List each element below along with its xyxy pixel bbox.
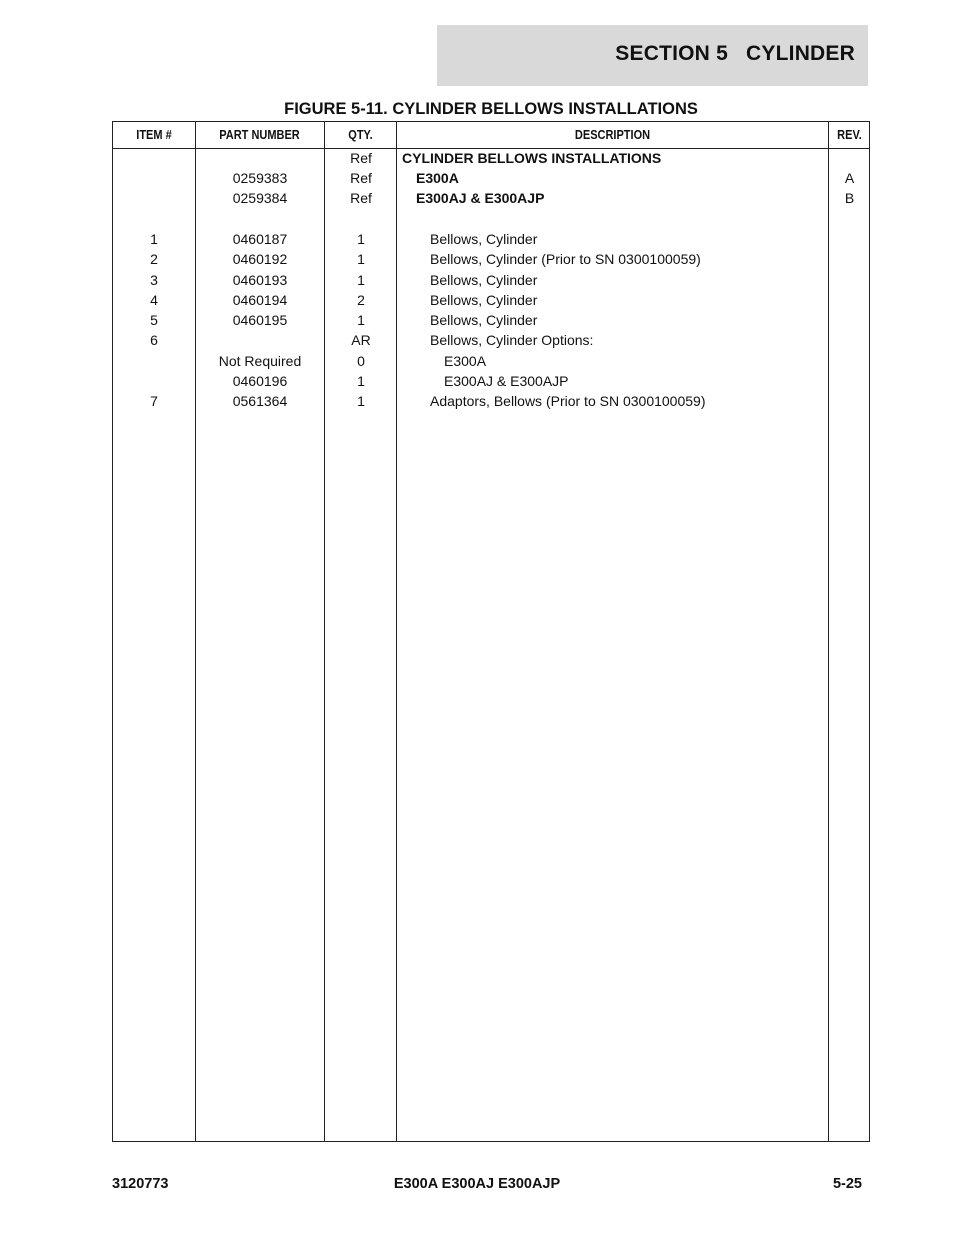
- table-row: [113, 249, 869, 269]
- item-number-cell: 2: [150, 251, 158, 267]
- part-number-cell: 0259384: [232, 190, 288, 206]
- revision-cell: B: [844, 190, 855, 206]
- description-cell: E300A: [416, 170, 459, 186]
- item-number-cell: 3: [150, 272, 158, 288]
- item-number-cell: 7: [150, 393, 158, 409]
- part-number-cell: 0460195: [232, 312, 288, 328]
- section-banner: [437, 25, 868, 86]
- quantity-cell: Ref: [350, 150, 372, 166]
- quantity-cell: Ref: [350, 190, 372, 206]
- part-number-cell: 0460192: [232, 251, 288, 267]
- item-number-cell: 6: [150, 332, 158, 348]
- table-row: [113, 270, 869, 290]
- quantity-cell: 0: [357, 353, 365, 369]
- column-header-qty: QTY.: [348, 128, 373, 142]
- item-number-cell: 4: [150, 292, 158, 308]
- footer-doc-number: 3120773: [112, 1176, 169, 1192]
- figure-title: FIGURE 5-11. CYLINDER BELLOWS INSTALLATIONS: [284, 100, 698, 118]
- quantity-cell: 1: [357, 251, 365, 267]
- column-header-item: ITEM #: [136, 128, 172, 142]
- table-row: [113, 330, 869, 350]
- part-number-cell: 0460187: [232, 231, 288, 247]
- item-number-cell: 5: [150, 312, 158, 328]
- description-cell: E300AJ & E300AJP: [444, 373, 569, 389]
- part-number-cell: 0460196: [232, 373, 288, 389]
- footer-models: E300A E300AJ E300AJP: [393, 1176, 561, 1192]
- quantity-cell: AR: [351, 332, 371, 348]
- part-number-cell: 0460194: [232, 292, 288, 308]
- table-row: [113, 290, 869, 310]
- column-header-description: DESCRIPTION: [574, 128, 651, 142]
- description-cell: CYLINDER BELLOWS INSTALLATIONS: [402, 150, 662, 166]
- description-cell: E300A: [444, 353, 487, 369]
- table-row: [113, 371, 869, 391]
- quantity-cell: 2: [357, 292, 365, 308]
- quantity-cell: Ref: [350, 170, 372, 186]
- quantity-cell: 1: [357, 393, 365, 409]
- description-cell: Bellows, Cylinder Options:: [430, 332, 594, 348]
- table-row: [113, 391, 869, 411]
- description-cell: Bellows, Cylinder: [430, 312, 538, 328]
- quantity-cell: 1: [357, 312, 365, 328]
- part-number-cell: 0259383: [232, 170, 288, 186]
- table-row: [113, 188, 869, 208]
- part-number-cell: 0460193: [232, 272, 288, 288]
- description-cell: Adaptors, Bellows (Prior to SN 0300100059): [430, 393, 706, 409]
- part-number-cell: Not Required: [218, 353, 302, 369]
- part-number-cell: 0561364: [232, 393, 288, 409]
- description-cell: Bellows, Cylinder: [430, 231, 538, 247]
- table-row: [113, 351, 869, 371]
- section-title: SECTION 5 CYLINDER: [615, 42, 855, 65]
- quantity-cell: 1: [357, 373, 365, 389]
- parts-table: [112, 121, 870, 1142]
- table-row: [113, 310, 869, 330]
- table-row: [113, 229, 869, 249]
- column-header-part-number: PART NUMBER: [219, 128, 300, 142]
- description-cell: Bellows, Cylinder (Prior to SN 0300100059): [430, 251, 701, 267]
- revision-cell: A: [844, 170, 855, 186]
- description-cell: E300AJ & E300AJP: [416, 190, 545, 206]
- item-number-cell: 1: [150, 231, 158, 247]
- description-cell: Bellows, Cylinder: [430, 292, 538, 308]
- footer-page-number: 5-25: [832, 1176, 862, 1192]
- table-row: [113, 168, 869, 188]
- column-header-rev: REV.: [837, 128, 862, 142]
- quantity-cell: 1: [357, 231, 365, 247]
- description-cell: Bellows, Cylinder: [430, 272, 538, 288]
- table-row: [113, 148, 869, 168]
- quantity-cell: 1: [357, 272, 365, 288]
